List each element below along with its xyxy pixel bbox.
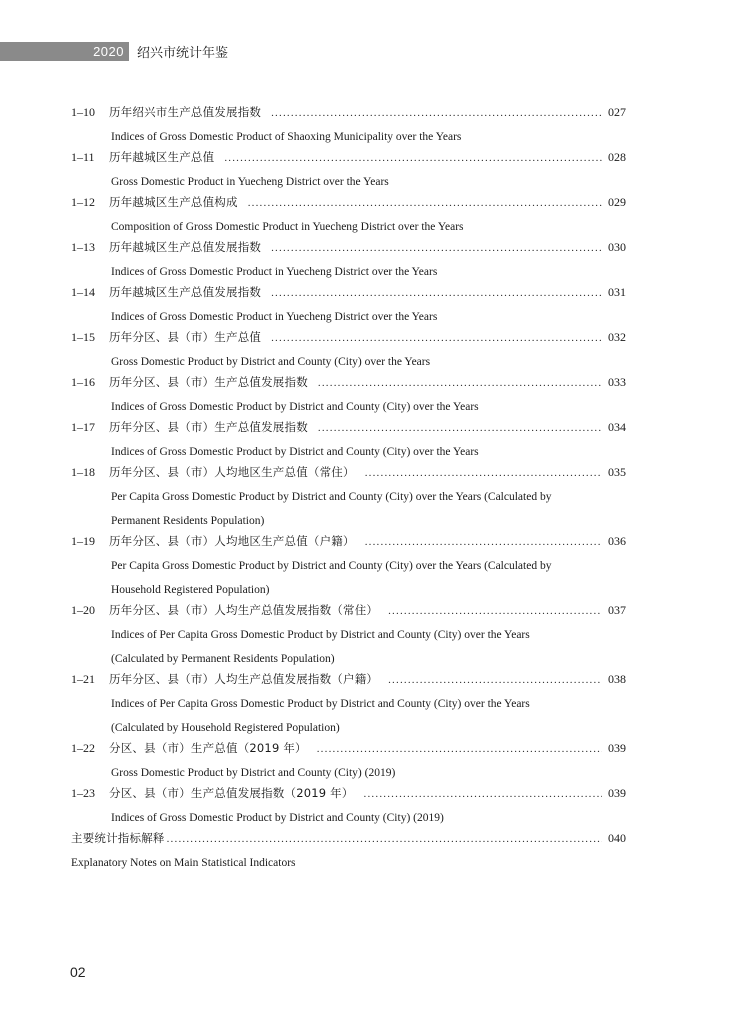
toc-entry-title-zh: 历年分区、县（市）人均生产总值发展指数（常住） — [109, 603, 379, 617]
toc-entry-page: 039 — [608, 741, 626, 755]
toc-entry-title-en: (Calculated by Household Registered Population) — [111, 722, 340, 734]
toc-entry-title-en: Indices of Gross Domestic Product by District and County (City) over the Years — [111, 401, 479, 413]
toc-entry[interactable] — [71, 785, 626, 830]
toc-entry-title-en: Permanent Residents Population) — [111, 515, 265, 527]
toc-entry[interactable] — [71, 533, 626, 602]
toc-entry-number: 1–10 — [71, 105, 95, 119]
dot-leader — [271, 242, 602, 254]
toc-entries — [71, 104, 626, 830]
dot-leader — [388, 605, 602, 617]
toc-entry[interactable] — [71, 419, 626, 464]
toc-entry-page: 030 — [608, 240, 626, 254]
toc-entry-title-en: Indices of Per Capita Gross Domestic Product by District and County (City) over the Years — [111, 698, 530, 710]
toc-entry-page: 039 — [608, 786, 626, 800]
toc-entry-page: 037 — [608, 603, 626, 617]
toc-entry-number: 1–16 — [71, 375, 95, 389]
dot-leader — [318, 377, 602, 389]
toc-entry-heading — [71, 785, 626, 806]
toc-entry-heading — [71, 329, 626, 350]
toc-entry[interactable] — [71, 602, 626, 671]
toc-entry-page: 038 — [608, 672, 626, 686]
toc-entry-title-en: Gross Domestic Product by District and County (City) over the Years — [111, 356, 431, 368]
toc-entry-number: 1–12 — [71, 195, 95, 209]
toc-entry-page: 032 — [608, 330, 626, 344]
toc-entry-number: 1–22 — [71, 741, 95, 755]
toc-entry-heading — [71, 374, 626, 395]
toc-entry-number: 1–23 — [71, 786, 95, 800]
header-year: 2020 — [93, 44, 124, 59]
header-year-block — [0, 42, 129, 61]
toc-entry-title-zh: 历年分区、县（市）生产总值发展指数 — [109, 420, 308, 434]
toc-entry[interactable] — [71, 374, 626, 419]
dot-leader — [365, 536, 602, 548]
toc-entry-heading — [71, 104, 626, 125]
dot-leader — [271, 107, 602, 119]
toc-entry-title-zh: 历年越城区生产总值发展指数 — [109, 285, 262, 299]
toc-entry[interactable] — [71, 329, 626, 374]
toc-entry-title-en: Household Registered Population) — [111, 584, 270, 596]
toc-entry-page: 033 — [608, 375, 626, 389]
toc-entry-page: 034 — [608, 420, 626, 434]
toc-entry-number: 1–14 — [71, 285, 95, 299]
toc-entry-heading — [71, 464, 626, 485]
toc-entry-title-zh: 历年分区、县（市）人均地区生产总值（常住） — [109, 465, 355, 479]
dot-leader — [365, 467, 602, 479]
toc-entry-title-en: Explanatory Notes on Main Statistical Indicators — [71, 857, 296, 869]
toc-entry-title-en: (Calculated by Permanent Residents Population) — [111, 653, 335, 665]
toc-entry-title-zh: 历年绍兴市生产总值发展指数 — [109, 105, 262, 119]
toc-entry-title-zh: 主要统计指标解释 — [71, 831, 165, 845]
toc-entry-heading — [71, 830, 626, 851]
toc-entry-page: 028 — [608, 150, 626, 164]
toc-entry-title-zh: 分区、县（市）生产总值（2019 年） — [109, 741, 307, 755]
dot-leader — [167, 833, 602, 845]
toc-entry-number: 1–19 — [71, 534, 95, 548]
toc-entry[interactable] — [71, 239, 626, 284]
page-number: 02 — [70, 964, 86, 980]
running-header — [0, 42, 755, 61]
toc-entry[interactable] — [71, 194, 626, 239]
toc-entry-title-zh: 历年越城区生产总值发展指数 — [109, 240, 262, 254]
toc-entry-heading — [71, 194, 626, 215]
toc-entry-title-en: Per Capita Gross Domestic Product by District and County (City) over the Years (Calculated by — [111, 560, 552, 572]
toc-entry[interactable] — [71, 464, 626, 533]
toc-entry-page: 036 — [608, 534, 626, 548]
dot-leader — [248, 197, 602, 209]
toc-entry-title-zh: 历年分区、县（市）生产总值 — [109, 330, 262, 344]
toc-entry-title-zh: 历年分区、县（市）人均地区生产总值（户籍） — [109, 534, 355, 548]
toc-entry[interactable] — [71, 671, 626, 740]
toc-entry-title-zh: 历年分区、县（市）人均生产总值发展指数（户籍） — [109, 672, 379, 686]
toc-entry-heading — [71, 533, 626, 554]
toc-entry-heading — [71, 671, 626, 692]
toc-entry-title-zh: 历年越城区生产总值 — [109, 150, 215, 164]
toc-entry-title-en: Gross Domestic Product by District and County (City) (2019) — [111, 767, 396, 779]
toc-entry-title-zh: 分区、县（市）生产总值发展指数（2019 年） — [109, 786, 354, 800]
toc-entry-title-en: Indices of Gross Domestic Product in Yuecheng District over the Years — [111, 311, 438, 323]
toc-entry-number: 1–13 — [71, 240, 95, 254]
toc-entry-title-en: Indices of Per Capita Gross Domestic Product by District and County (City) over the Years — [111, 629, 530, 641]
toc-entry-title-en: Indices of Gross Domestic Product in Yuecheng District over the Years — [111, 266, 438, 278]
toc-entry-title-en: Indices of Gross Domestic Product by District and County (City) over the Years — [111, 446, 479, 458]
toc-entry-page: 027 — [608, 105, 626, 119]
toc-entry[interactable] — [71, 284, 626, 329]
toc-entry-number: 1–15 — [71, 330, 95, 344]
table-of-contents — [71, 104, 626, 875]
toc-entry-title-zh: 历年越城区生产总值构成 — [109, 195, 238, 209]
toc-entry-heading — [71, 602, 626, 623]
dot-leader — [271, 332, 602, 344]
header-title: 绍兴市统计年鉴 — [137, 46, 229, 61]
toc-entry-heading — [71, 239, 626, 260]
dot-leader — [224, 152, 602, 164]
toc-entry-page: 035 — [608, 465, 626, 479]
toc-entry-title-en: Composition of Gross Domestic Product in Yuecheng District over the Years — [111, 221, 464, 233]
dot-leader — [317, 743, 602, 755]
toc-entry-heading — [71, 419, 626, 440]
toc-entry[interactable] — [71, 149, 626, 194]
toc-entry-number: 1–20 — [71, 603, 95, 617]
dot-leader — [318, 422, 602, 434]
toc-entry-page: 029 — [608, 195, 626, 209]
toc-entry-title-en: Gross Domestic Product in Yuecheng District over the Years — [111, 176, 389, 188]
toc-entry-page: 031 — [608, 285, 626, 299]
toc-entry-title-en: Indices of Gross Domestic Product of Shaoxing Municipality over the Years — [111, 131, 462, 143]
toc-entry[interactable] — [71, 740, 626, 785]
toc-entry-heading — [71, 740, 626, 761]
toc-entry-title-en: Per Capita Gross Domestic Product by District and County (City) over the Years (Calculated by — [111, 491, 552, 503]
toc-entry-number: 1–21 — [71, 672, 95, 686]
toc-entry-number: 1–17 — [71, 420, 95, 434]
toc-entry-number: 1–18 — [71, 465, 95, 479]
toc-entry-number: 1–11 — [71, 150, 95, 164]
dot-leader — [388, 674, 602, 686]
dot-leader — [364, 788, 602, 800]
dot-leader — [271, 287, 602, 299]
toc-entry-page: 040 — [608, 831, 626, 845]
toc-entry-title-en: Indices of Gross Domestic Product by District and County (City) (2019) — [111, 812, 444, 824]
toc-entry-heading — [71, 149, 626, 170]
toc-entry-title-zh: 历年分区、县（市）生产总值发展指数 — [109, 375, 308, 389]
toc-entry-notes[interactable] — [71, 830, 626, 875]
toc-entry[interactable] — [71, 104, 626, 149]
toc-entry-heading — [71, 284, 626, 305]
